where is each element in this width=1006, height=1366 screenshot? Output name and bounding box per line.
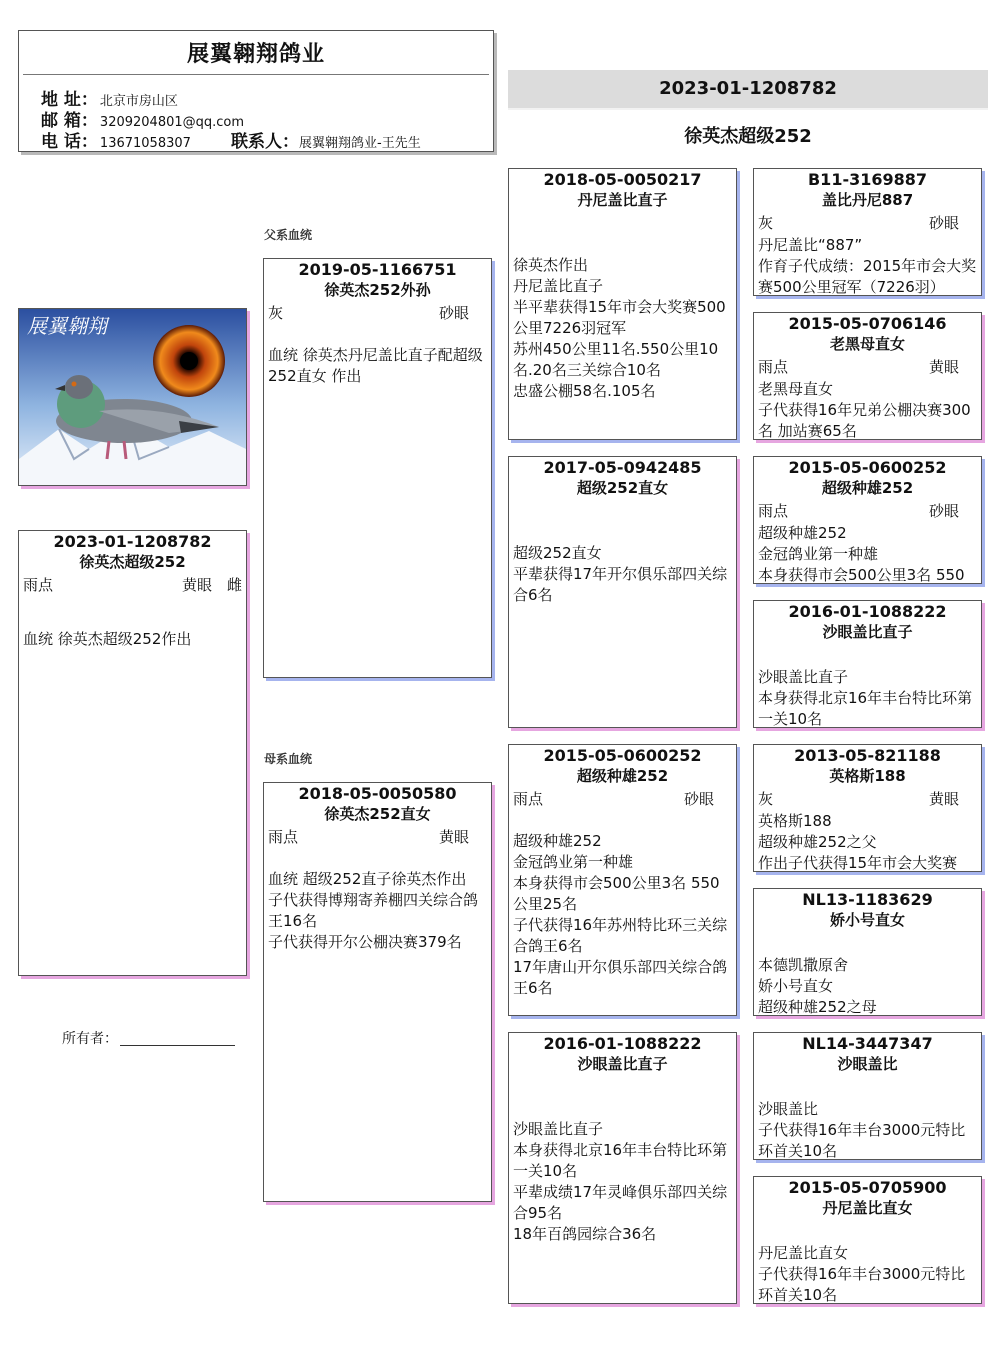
bird-name: 英格斯188 xyxy=(829,767,906,785)
bird-attributes xyxy=(268,301,487,325)
email-value[interactable]: 3209204801@qq.com xyxy=(99,115,245,130)
bird-description: 血统 超级252直子徐英杰作出 子代获得博翔寄养棚四关综合鸽王16名 子代获得开尔公棚决赛379名 xyxy=(268,870,479,951)
pigeon-illustration xyxy=(19,309,246,485)
bird-attributes xyxy=(758,1075,977,1099)
phone-row xyxy=(41,127,191,152)
bird-description: 本德凯撒原舍 娇小号直女 超级种雄252之母 xyxy=(758,956,877,1016)
bird-name: 丹尼盖比直子 xyxy=(577,191,668,209)
bird-description: 丹尼盖比“887” 作育子代成绩：2015年市会大奖赛500公里冠军（7226羽） xyxy=(758,236,977,296)
eye-type: 黄眼 xyxy=(181,576,212,594)
dss-card[interactable] xyxy=(753,744,982,872)
phone-value[interactable]: 13671058307 xyxy=(99,136,191,151)
dam-dam-card[interactable] xyxy=(508,1032,737,1304)
eye-type: 黄眼 xyxy=(928,790,959,808)
owner-label: 所有者： xyxy=(62,1031,118,1047)
bird-attributes xyxy=(758,355,977,379)
bird-name: 沙眼盖比直子 xyxy=(577,1055,668,1073)
bird-name: 超级种雄252 xyxy=(576,767,669,785)
sire-card[interactable] xyxy=(263,258,492,678)
bird-name: 丹尼盖比直女 xyxy=(822,1199,913,1217)
address-label: 地 址： xyxy=(41,90,98,110)
bird-description: 超级种雄252 金冠鸽业第一种雄 本身获得市会500公里3名 550 xyxy=(758,524,965,584)
bird-description: 沙眼盖比 子代获得16年丰台3000元特比环首关10名 xyxy=(758,1100,966,1160)
pedigree-ring-number: 2023-01-1208782 xyxy=(508,70,988,110)
ring-number: 2016-01-1088222 xyxy=(788,602,947,621)
ring-number: 2015-05-0600252 xyxy=(788,458,947,477)
ring-number: B11-3169887 xyxy=(807,170,928,189)
phone-label: 电 话： xyxy=(41,132,98,152)
header-divider xyxy=(23,74,489,75)
ring-number: 2015-05-0705900 xyxy=(788,1178,947,1197)
bird-attributes xyxy=(513,211,732,235)
eye-type: 砂眼 xyxy=(438,304,469,322)
sdd-card[interactable] xyxy=(753,600,982,728)
bird-name: 娇小号直女 xyxy=(829,911,905,929)
ring-number: NL14-3447347 xyxy=(802,1034,933,1053)
ring-number: 2019-05-1166751 xyxy=(298,260,457,279)
ring-number: 2016-01-1088222 xyxy=(543,1034,702,1053)
bird-description: 沙眼盖比直子 本身获得北京16年丰台特比环第一关10名 xyxy=(758,668,973,728)
bird-name: 老黑母直女 xyxy=(829,335,905,353)
bird-name: 超级种雄252 xyxy=(821,479,914,497)
contact-row xyxy=(231,127,421,152)
bird-attributes xyxy=(758,211,977,235)
feather-color: 雨点 xyxy=(513,790,544,808)
dsd-card[interactable] xyxy=(753,888,982,1016)
eye-type: 砂眼 xyxy=(928,214,959,232)
bird-attributes xyxy=(513,787,732,811)
sds-card[interactable] xyxy=(753,456,982,584)
ring-number: 2023-01-1208782 xyxy=(53,532,212,551)
bird-description: 超级种雄252 金冠鸽业第一种雄 本身获得市会500公里3名 550公里25名 子代获得16年苏州特比环三关综合鸽王6名 17年唐山开尔俱乐部四关综合鸽王6名 xyxy=(513,832,728,997)
bird-description: 超级252直女 平辈获得17年开尔俱乐部四关综合6名 xyxy=(513,544,728,604)
bird-name: 沙眼盖比直子 xyxy=(822,623,913,641)
pedigree-bird-name: 徐英杰超级252 xyxy=(684,126,812,147)
bird-description: 沙眼盖比直子 本身获得北京16年丰台特比环第一关10名 平辈成绩17年灵峰俱乐部四关综合95名 18年百鸽园综合36名 xyxy=(513,1120,728,1243)
bird-name: 盖比丹尼887 xyxy=(821,191,914,209)
feather-color: 雨点 xyxy=(758,502,789,520)
feather-color: 灰 xyxy=(758,790,774,808)
bird-name: 超级252直女 xyxy=(576,479,669,497)
ring-number: 2018-05-0050580 xyxy=(298,784,457,803)
eye-type: 黄眼 xyxy=(438,828,469,846)
contact-label: 联系人： xyxy=(231,132,299,152)
bird-attributes xyxy=(758,499,977,523)
feather-color: 灰 xyxy=(268,304,284,322)
bird-name: 沙眼盖比 xyxy=(837,1055,898,1073)
father-line-label: 父系血统 xyxy=(264,228,313,242)
dam-sire-card[interactable] xyxy=(508,744,737,1016)
contact-value: 展翼翱翔鸽业-王先生 xyxy=(299,136,421,151)
bird-attributes xyxy=(758,1219,977,1243)
ssd-card[interactable] xyxy=(753,312,982,440)
bird-attributes xyxy=(758,643,977,667)
feather-color: 雨点 xyxy=(23,576,54,594)
bird-attributes xyxy=(758,931,977,955)
ring-number: 2017-05-0942485 xyxy=(543,458,702,477)
eye-type: 砂眼 xyxy=(928,502,959,520)
bird-attributes xyxy=(23,573,242,597)
bird-description: 血统 徐英杰丹尼盖比直子配超级252直女 作出 xyxy=(268,346,483,385)
bird-description: 丹尼盖比直女 子代获得16年丰台3000元特比环首关10名 xyxy=(758,1244,966,1304)
sex: 雌 xyxy=(226,576,242,594)
address-value: 北京市房山区 xyxy=(99,94,178,109)
bird-description: 老黑母直女 子代获得16年兄弟公棚决赛300名 加站赛65名 xyxy=(758,380,971,440)
feather-color: 雨点 xyxy=(268,828,299,846)
ring-number: 2015-05-0706146 xyxy=(788,314,947,333)
eye-type: 黄眼 xyxy=(928,358,959,376)
dds-card[interactable] xyxy=(753,1032,982,1160)
sire-sire-card[interactable] xyxy=(508,168,737,440)
photo-overlay-text: 展翼翱翔 xyxy=(27,314,107,338)
owner-signature-line[interactable] xyxy=(120,1031,235,1046)
bird-name: 徐英杰252外孙 xyxy=(324,281,431,299)
ring-number: 2018-05-0050217 xyxy=(543,170,702,189)
ring-number: 2013-05-821188 xyxy=(794,746,941,765)
bird-description: 徐英杰作出 丹尼盖比直子 半平辈获得15年市会大奖赛500公里7226羽冠军 苏州450公里11名.550公里10名.20名三关综合10名 忠盛公棚58名.105名 xyxy=(513,256,726,400)
email-label: 邮 箱： xyxy=(41,111,98,131)
bird-attributes xyxy=(513,499,732,523)
bird-attributes xyxy=(513,1075,732,1099)
bird-description: 血统 徐英杰超级252作出 xyxy=(23,630,192,648)
mother-line-label: 母系血统 xyxy=(264,752,313,766)
ring-number: 2015-05-0600252 xyxy=(543,746,702,765)
feather-color: 雨点 xyxy=(758,358,789,376)
subject-bird-card[interactable] xyxy=(18,530,247,976)
bird-description: 英格斯188 超级种雄252之父 作出子代获得15年市会大奖赛 xyxy=(758,812,958,872)
bird-name: 徐英杰超级252 xyxy=(79,553,186,571)
owner-field[interactable] xyxy=(62,1028,235,1048)
sss-card[interactable] xyxy=(753,168,982,296)
dam-card[interactable] xyxy=(263,782,492,1202)
pigeon-photo xyxy=(18,308,247,486)
breeder-name: 展翼翱翔鸽业 xyxy=(186,42,325,67)
bird-attributes xyxy=(268,825,487,849)
bird-name: 徐英杰252直女 xyxy=(324,805,431,823)
eye-type: 砂眼 xyxy=(683,790,714,808)
sire-dam-card[interactable] xyxy=(508,456,737,728)
breeder-header xyxy=(18,30,494,152)
ring-number: NL13-1183629 xyxy=(802,890,933,909)
ddd-card[interactable] xyxy=(753,1176,982,1304)
bird-attributes xyxy=(758,787,977,811)
feather-color: 灰 xyxy=(758,214,774,232)
